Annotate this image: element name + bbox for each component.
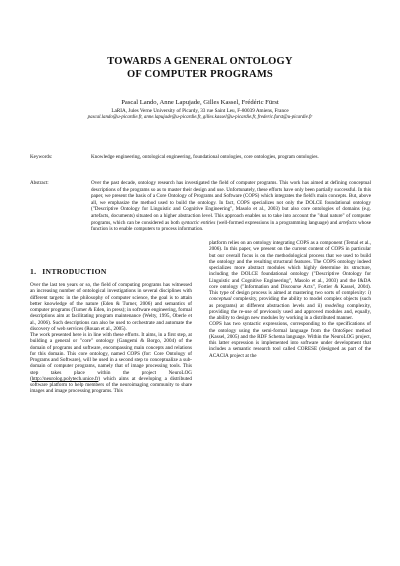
abstract-part-3: whose function is to enable computers to process information.	[91, 219, 371, 233]
abstract-italic-2: artefacts	[338, 219, 357, 226]
intro-paragraph-3-a: platform relies on an ontology integrating COPS as a component (Temal et al., 2006). In this paper, we present on the current content of COPS in particular but our overall focus is on the methodological process that we used to build the ontology and the resulting structural features. The COPS ontology indeed specializes more abstract modules which highly determine its structure, including the DOLCE foundational ontology ("Descriptive Ontology for Linguistic and Cognitive Engineering", Masolo et al., 2003) and the I&DA core ontology ("Information and Discourse Acts", Fortier & Kassel, 2004). This type of design process is aimed at mastering two sorts of complexity: i)	[209, 240, 371, 296]
right-column	[209, 240, 371, 359]
abstract-part-2: (well-formed expressions in a programming language) and	[215, 219, 339, 226]
title-line-2: OF COMPUTER PROGRAMS	[127, 69, 273, 80]
intro-paragraph-3	[209, 240, 371, 321]
left-column	[30, 282, 192, 395]
keywords-label: Keywords:	[30, 154, 53, 160]
neurolog-link[interactable]: http://neurolog.polytech.unice.fr	[31, 375, 99, 382]
abstract-part-1: Over the past decade, ontology research has investigated the field of computer programs. This work has aimed at defining conceptual descriptions of the programs so as to master their design and use. Unfortunately, these efforts have only been partially successful. In this paper, we present the basis of a Core Ontology of Programs and Software (COPS) which integrates the field's main concepts. But, above all, we emphasize the method used to build the ontology. In fact, COPS specializes not only the DOLCE foundational ontology ("Descriptive Ontology for Linguistic and Cognitive Engineering", Masolo et al., 2003) but also core ontologies of domains (e.g. artefacts, documents) situated on a higher abstraction level. This approach enables us to take into account the "dual nature" of computer programs, which can be considered as both	[91, 180, 371, 226]
section-heading-introduction	[30, 267, 107, 276]
intro-paragraph-3-c: complexity, providing the re-use of previously used and approved modules and, equally, the ability to design new modules by working in a distributed manner.	[209, 302, 371, 321]
paper-title	[0, 55, 400, 81]
intro-paragraph-4: COPS has two syntactic expressions, corresponding to the specifications of the ontology using the semi-formal language from the OntoSpec method (Kassel, 2005) and the RDF Schema language. Within the NeuroLOG project, this latter expression is implemented into software under development that includes a semantic research tool called CORESE (designed as part of the ACACIA project at the	[209, 321, 371, 359]
abstract-label: Abstract:	[30, 180, 49, 186]
intro-paragraph-2-start: The work presented here is in line with these efforts. It aims, in a first step, at building a general or "core" ontology (Gangemi & Borgo, 2004) of the domain of programs and software, encompassing main concepts and relations for this domain. This core ontology, named COPS (for: Core Ontology of Programs and Software), will be used in a second step to conceptualize a sub-domain of computer programs, namely that of image processing tools. This step takes place within the project NeuroLOG (	[30, 332, 192, 382]
abstract-text	[91, 180, 371, 233]
abstract-italic-1: syntactic entities	[181, 219, 216, 226]
intro-paragraph-1: Over the last ten years or so, the field of computing programs has witnessed an increasing number of ontological investigations in several disciplines with different targets: in the philosophy of computer science, the goal is to attain better knowledge of the nature (Eden & Turner, 2006) and semantics of computer programs (Turner & Eden, in press); in software engineering, formal descriptions aim at facilitating program maintenance (Welty, 1995, Oberle et al., 2006). Such descriptions can also be used to orchestrate and automate the discovery of web services (Rouan et al., 2005).	[30, 282, 192, 332]
intro-italic-modeling: modeling	[324, 302, 345, 309]
intro-paragraph-2	[30, 332, 192, 395]
title-line-1: TOWARDS A GENERAL ONTOLOGY	[107, 56, 293, 67]
section-title: INTRODUCTION	[42, 267, 107, 276]
affiliation: LaRIA, Jules Verne University of Picardy, 33 rue Saint Leu, F-80039 Amiens, France	[111, 108, 289, 114]
intro-paragraph-3-b: complexity, providing the ability to model complex objects (such as programs) at different abstraction levels and ii)	[209, 296, 371, 309]
author-emails: pascal.lando@u-picardie.fr, anne.lapujade@u-picardie.fr, gilles.kassel@u-picardie.fr, frederic.furst@u-picardie.fr	[87, 115, 313, 120]
intro-paragraph-2-end: ) which aims at developing a distributed software platform to help members of the neuroimaging community to share images and image processing programs. This	[30, 375, 192, 395]
keywords-text: Knowledge engineering, ontological engineering, foundational ontologies, core ontologies, program ontologies.	[91, 154, 319, 160]
authors: Pascal Lando, Anne Lapujade, Gilles Kassel, Frédéric Fürst	[121, 99, 279, 106]
section-number: 1.	[30, 267, 37, 276]
intro-italic-conceptual: conceptual	[209, 296, 232, 303]
